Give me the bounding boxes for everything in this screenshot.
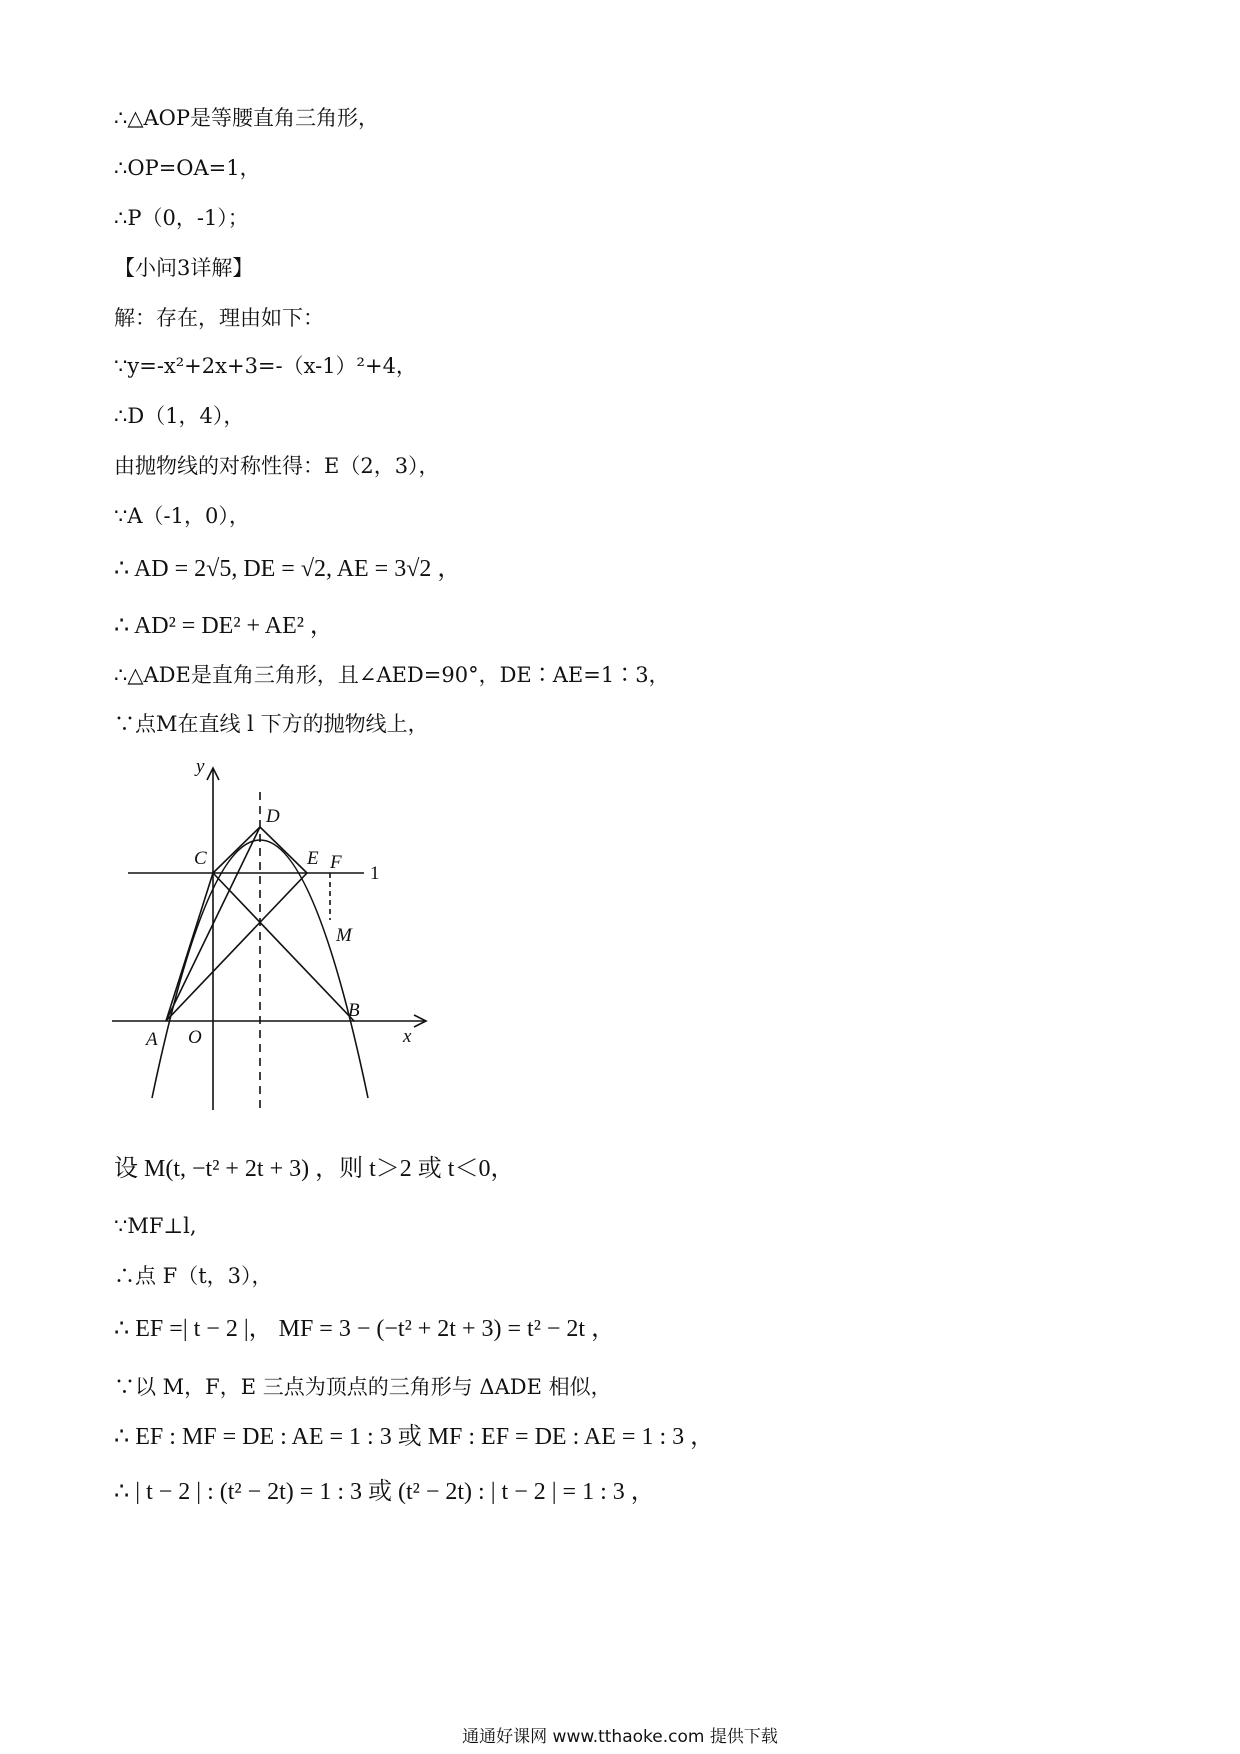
label-l: 1 xyxy=(370,863,380,884)
line-15: ∵MF⊥l, xyxy=(114,1214,197,1238)
line-19: ∴ EF : MF = DE : AE = 1 : 3 或 MF : EF = DE : AE = 1 : 3 ， xyxy=(114,1424,715,1450)
segment-cb xyxy=(213,873,354,1021)
line-7: ∴D（1，4）， xyxy=(114,404,245,428)
label-x: x xyxy=(403,1026,412,1047)
line-10: ∴ AD = 2√5, DE = √2, AE = 3√2 ， xyxy=(114,556,462,582)
line-2: ∴OP=OA=1， xyxy=(114,156,261,180)
line-12: ∴△ADE是直角三角形，且∠AED=90°，DE∶AE=1∶3， xyxy=(114,663,670,687)
section-heading: 【小问3详解】 xyxy=(114,256,254,280)
segment-ac xyxy=(166,873,213,1021)
line-9: ∵A（-1，0）， xyxy=(114,504,250,528)
parabola-figure xyxy=(108,752,438,1117)
label-m: M xyxy=(336,925,352,946)
segment-ae xyxy=(166,873,307,1021)
label-e: E xyxy=(307,848,319,869)
segment-de xyxy=(260,827,307,873)
line-1: ∴△AOP是等腰直角三角形， xyxy=(114,106,380,130)
line-8: 由抛物线的对称性得：E（2，3）， xyxy=(114,454,440,478)
label-o: O xyxy=(188,1027,202,1048)
line-11: ∴ AD² = DE² + AE² ， xyxy=(114,613,334,639)
label-y: y xyxy=(196,756,205,777)
footer: 通通好课网 www.tthaoke.com 提供下载 xyxy=(462,1727,778,1747)
label-a: A xyxy=(146,1029,158,1050)
line-20: ∴ | t − 2 | : (t² − 2t) = 1 : 3 或 (t² − 2t) : | t − 2 | = 1 : 3 ， xyxy=(114,1479,655,1505)
line-6: ∵y=-x²+2x+3=-（x-1）²+4， xyxy=(114,354,417,378)
label-f: F xyxy=(330,852,342,873)
line-16: ∴点 F（t，3）， xyxy=(114,1264,273,1288)
line-13: ∵点M在直线 l 下方的抛物线上， xyxy=(114,712,429,736)
line-18: ∵以 M，F，E 三点为顶点的三角形与 ΔADE 相似， xyxy=(114,1375,612,1399)
line-14: 设 M(t, −t² + 2t + 3) ，则 t＞2 或 t＜0， xyxy=(114,1156,515,1182)
line-5: 解：存在，理由如下： xyxy=(114,306,324,330)
label-b: B xyxy=(348,1000,360,1021)
line-17: ∴ EF =| t − 2 |， MF = 3 − (−t² + 2t + 3) = t² − 2t ， xyxy=(114,1316,616,1342)
label-c: C xyxy=(194,848,207,869)
line-3: ∴P（0，-1）； xyxy=(114,206,249,230)
segment-cd xyxy=(213,827,260,873)
label-d: D xyxy=(266,806,280,827)
